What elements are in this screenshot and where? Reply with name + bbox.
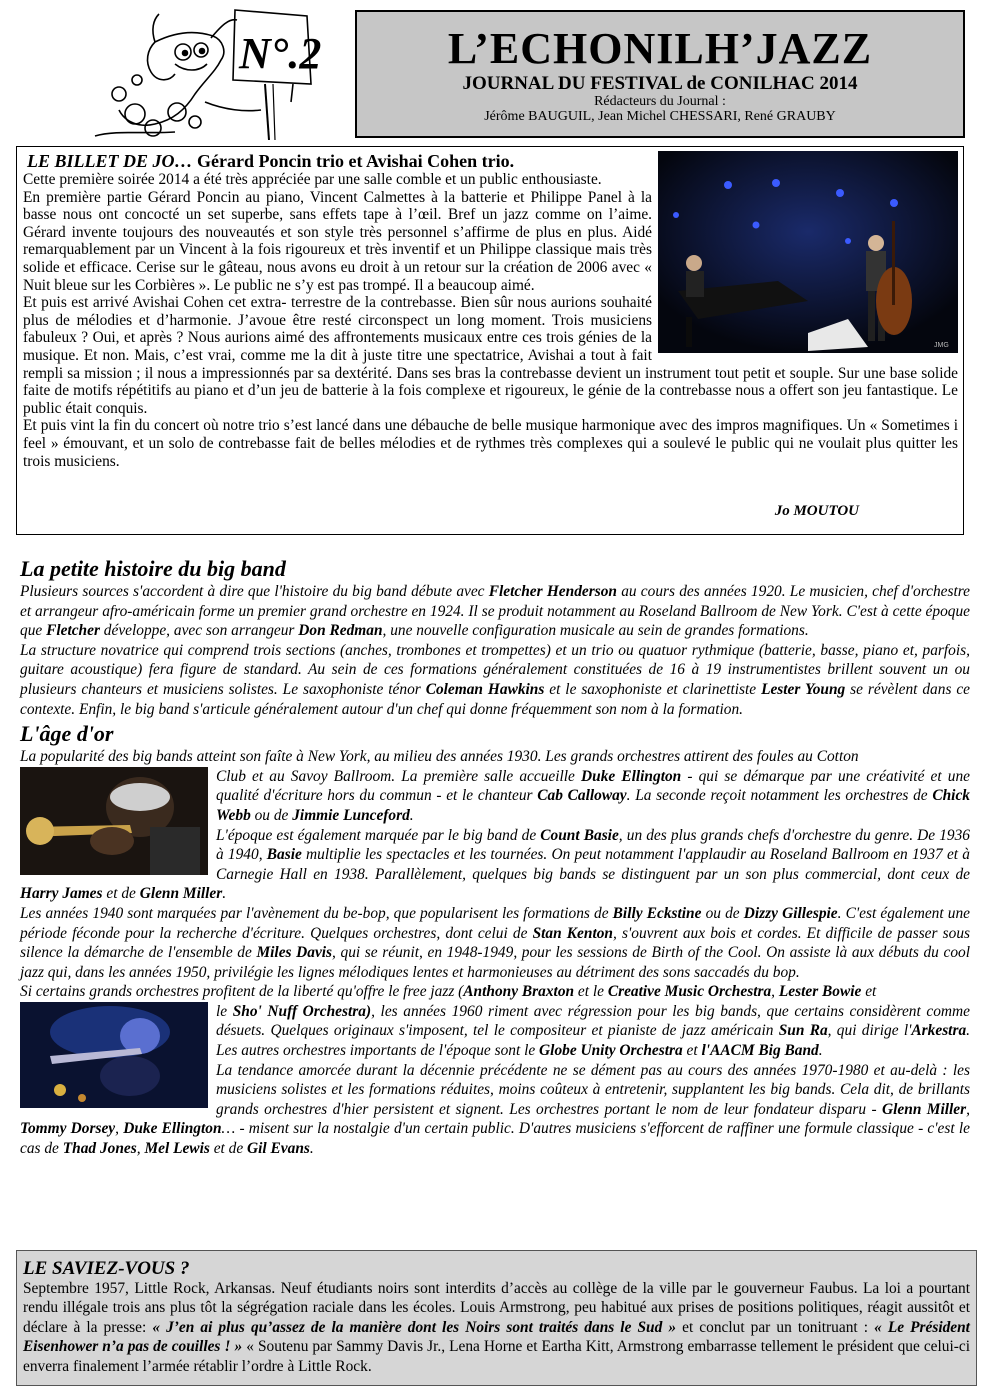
- bigband-paragraph: [20, 982, 970, 1002]
- text-run: .: [222, 885, 227, 903]
- text-run: La tendance amorcée durant la décennie précédente ne se dément pas au cours des années 1970-1980 et au-delà : les musiciens solistes et les formations réduites, moins coûteux à entretenir, supplantent les big bands. Cela dit, de brillants grands orchestres d'hier persistent et signent. Les orchestres portant le nom de leur fondateur disparu -: [216, 1061, 970, 1118]
- text-run: et de: [209, 1140, 248, 1158]
- text-run: La structure novatrice qui comprend trois sections (anches, trombones et trompettes) et un trio ou quatuor rythmique (batterie, basse, piano et, parfois, guitare acoustique) fera figure de standard. Au sein de ces formations généralement constituées de 16 à 19 instrumentistes brillent souvent un ou plusieurs chanteurs et musiciens solistes. Le saxophoniste ténor: [20, 641, 970, 698]
- text-run: et de: [102, 885, 140, 903]
- billet-paragraph-2: En première partie Gérard Poncin au piano, Vincent Calmettes à la batterie et Philippe Panel à la basse nous ont concocté un set superbe, sans effets tape à l’œil. Bref un jazz comme on l’aime. Gérard invente toujours des nouveautés et son style très personnel s’affirme de plus en plus. Aidé remarquablement par un Vincent à la fois rigoureux et très inventif et un Philippe classique mais très solide et efficace. Cerise sur le gâteau, nous avons eu droit à un retour sur la création de 2006 avec « Nuit bleue sur les Corbières ». Le public ne s’y est pas trompé. Il a beaucoup aimé.: [23, 188, 652, 294]
- billet-box: [16, 146, 964, 535]
- text-run: .: [409, 806, 414, 824]
- text-run: le: [216, 1002, 233, 1020]
- text-run: L'époque est également marquée par le big band de: [216, 826, 541, 844]
- emphasis-text: Gil Evans: [247, 1140, 310, 1158]
- emphasis-text: Lester Bowie: [778, 983, 862, 1001]
- emphasis-text: Basie: [266, 846, 302, 864]
- emphasis-text: Stan Kenton: [532, 924, 613, 942]
- emphasis-text: Chick Webb: [216, 787, 970, 824]
- text-run: .: [818, 1042, 823, 1060]
- mascot-illustration: [55, 2, 350, 140]
- text-run: ou de: [701, 904, 744, 922]
- text-run: Plusieurs sources s'accordent à dire que l'histoire du big band débute avec: [20, 583, 489, 600]
- text-run: et conclut par un tonitruant :: [676, 1318, 875, 1336]
- text-run: développe, avec son arrangeur: [99, 622, 299, 640]
- text-run: Club et au Savoy Ballroom. La première salle accueille: [216, 767, 582, 785]
- trumpet-player-photo: [20, 767, 208, 875]
- text-run: , une nouvelle configuration musicale au sein de grandes formations.: [382, 622, 809, 640]
- billet-title: LE BILLET DE JO… Gérard Poncin trio et Avishai Cohen trio.: [27, 151, 515, 171]
- age-dor-heading: L'âge d'or: [20, 721, 114, 747]
- text-run: Les années 1940 sont marquées par l'avènement du be-bop, que popularisent les formations de: [20, 904, 613, 922]
- emphasis-text: Mel Lewis: [144, 1140, 210, 1158]
- emphasis-text: l'AACM Big Band: [701, 1042, 819, 1060]
- emphasis-text: Count Basie: [540, 826, 619, 844]
- emphasis-text: Thad Jones: [62, 1140, 137, 1158]
- emphasis-text: Lester Young: [761, 680, 846, 698]
- text-run: et: [861, 983, 877, 1001]
- billet-signature: Jo MOUTOU: [774, 503, 859, 519]
- text-run: - qui se démarque par une créativité et une qualité d'écriture hors du commun - et le chanteur: [216, 767, 970, 805]
- text-run: et le: [574, 983, 608, 1001]
- text-run: et le saxophoniste et clarinettiste: [544, 680, 762, 698]
- masthead: [355, 10, 965, 138]
- bigband-paragraph: [20, 582, 970, 641]
- saviez-heading: LE SAVIEZ-VOUS ?: [23, 1258, 190, 1279]
- text-run: « Soutenu par Sammy Davis Jr., Lena Horne et Eartha Kitt, Armstrong embarrasse tellement le président que celui-ci enverra finalement l’armée rétablir l’ordre à Little Rock.: [23, 1338, 970, 1375]
- emphasis-text: Jimmie Lunceford: [292, 806, 410, 824]
- emphasis-text: Sho' Nuff Orchestra): [232, 1002, 372, 1020]
- photo-credit: JMG: [934, 342, 949, 349]
- saviez-paragraph: [23, 1279, 970, 1376]
- bigband-paragraph: [20, 641, 970, 719]
- emphasis-text: Dizzy Gillespie: [743, 904, 838, 922]
- emphasis-text: Harry James: [20, 885, 103, 903]
- editors-label: Rédacteurs du Journal :: [594, 94, 726, 109]
- text-run: , qui se réunit, en 1948-1949, pour les sessions de Birth of the Cool. On assiste là aux débuts du cool jazz qui, dans les années 1950, privilégie les lignes mélodiques lentes et harmonieuses au détriment des sons saccadés du bop.: [20, 944, 970, 981]
- billet-article: [23, 151, 958, 470]
- text-run: Si certains grands orchestres profitent de la liberté qu'offre le free jazz (: [20, 983, 464, 1001]
- emphasis-text: Coleman Hawkins: [425, 680, 545, 698]
- emphasis-text: Sun Ra: [778, 1022, 828, 1040]
- text-run: . C'est également une période féconde pour la recherche d'écriture. Quelques orchestres, dont celui de: [20, 904, 971, 942]
- emphasis-text: Duke Ellington: [581, 767, 682, 785]
- issue-number: N°.2: [239, 29, 322, 78]
- text-run: au cours des années 1920. Le musicien, chef d'orchestre et arrangeur afro-américain forme un premier grand orchestre en 1924. Il se produit notamment au Roseland Ballroom de New York. C'est à cette époque que: [20, 583, 971, 640]
- emphasis-text: Don Redman: [298, 622, 383, 640]
- stage-trumpet-photo: [20, 1002, 208, 1108]
- text-run: ,: [966, 1100, 970, 1118]
- text-run: ou de: [250, 806, 293, 824]
- text-run: multiplie les spectacles et les tournées. On peut notamment l'applaudir au Roseland Ballroom en 1937 et à Carnegie Hall en 1938. Parallèlement, quelques big bands se distinguent par un son plus commercial, dont ceux de: [216, 846, 970, 883]
- emphasis-text: Creative Music Orchestra: [607, 983, 772, 1001]
- emphasis-text: Arkestra: [911, 1022, 967, 1040]
- billet-paragraph-3: Et puis est arrivé Avishai Cohen cet extra- terrestre de la contrebasse. Bien sûr nous aurions souhaité plus de mélodies et d’harmonie. J’avoue être resté circonspect un long moment. Trois musiciens fabuleux ? Oui, et après ? Nous aurions aimé des affrontements musicaux entre ces trois génies de la musique. Et non. Mais, c’est vrai, comme me la dit à juste titre une spectatrice, Avishai a tout à fait rempli sa mission ; il nous a impressionnés par sa dextérité. Dans ses bras la contrebasse devient un instrument tout petit et souple. Sur une base solide faite de motifs répétitifs au piano et d’un jeu de batterie à la fois complexe et rigoureux, le génie de la contrebasse nous a offert son jeu fantastique. Le public était conquis.: [23, 294, 958, 417]
- text-run: Septembre 1957, Little Rock, Arkansas. Neuf étudiants noirs sont interdits d’accès au collège de la ville par le gouverneur Faubus. La loi a pourtant rendu illégale trois ans plus tôt la ségrégation raciale dans les écoles. Louis Armstrong, peu habitué aux prises de positions politiques, réagit aussitôt et déclare à la presse:: [23, 1280, 970, 1336]
- bigband-heading: La petite histoire du big band: [20, 556, 286, 581]
- emphasis-text: « J’en ai plus qu’assez de la manière dont les Noirs sont traités dans le Sud »: [152, 1318, 677, 1336]
- text-run: , les années 1960 riment avec régression pour les big bands, que certains considèrent comme désuets. Quelques originaux s'imposent, tel le compositeur et pianiste de jazz américain: [216, 1002, 970, 1040]
- text-run: se révèlent dans ce contexte. Enfin, le big band s'articule généralement autour d'un chef qui donne fréquemment son nom à la formation.: [20, 680, 971, 718]
- editors-names: Jérôme BAUGUIL, Jean Michel CHESSARI, René GRAUBY: [484, 109, 836, 124]
- emphasis-text: Fletcher Henderson: [488, 583, 617, 600]
- emphasis-text: « Le Président Eisenhower n’a pas de couilles ! »: [23, 1318, 970, 1356]
- emphasis-text: Anthony Braxton: [463, 983, 575, 1001]
- text-run: . La seconde reçoit notamment les orchestres de: [626, 787, 933, 805]
- text-run: ,: [115, 1120, 124, 1138]
- text-run: et: [682, 1042, 702, 1060]
- emphasis-text: Glenn Miller: [882, 1100, 967, 1118]
- emphasis-text: Glenn Miller: [139, 885, 223, 903]
- text-run: … - misent sur la nostalgie d'un certain public. D'autres musiciens s'efforcent de raffiner une formule classique - c'est le cas de: [20, 1120, 970, 1158]
- emphasis-text: Cab Calloway: [537, 787, 627, 805]
- emphasis-text: Miles Davis: [256, 944, 333, 962]
- bigband-paragraph: [20, 904, 970, 982]
- text-run: ,: [136, 1140, 145, 1158]
- text-run: , un des plus grands chefs d'orchestre du genre. De 1936 à 1940,: [216, 826, 970, 864]
- journal-subtitle: JOURNAL DU FESTIVAL de CONILHAC 2014: [462, 73, 858, 94]
- emphasis-text: Globe Unity Orchestra: [539, 1042, 683, 1060]
- journal-title: L’ECHONILH’JAZZ: [447, 24, 873, 73]
- text-run: , s'ouvrent aux bois et cordes. Et difficile de passer sous silence la démarche de l'ensemble de: [20, 924, 971, 962]
- bigband-paragraph: La popularité des big bands atteint son faîte à New York, au milieu des années 1930. Les grands orchestres attirent des foules au Cotton: [20, 748, 859, 766]
- bigband-article: [20, 556, 970, 1159]
- billet-paragraph-4: Et puis vint la fin du concert où notre trio s’est lancé dans une débauche de belle musique harmonique avec des impros magnifiques. Un « Sometimes i feel » émouvant, et un solo de contrebasse fait de belles mélodies et de rythmes très complexes qui a soulevé le public qui ne voulait plus quitter les trois musiciens.: [23, 417, 958, 470]
- emphasis-text: Tommy Dorsey: [20, 1120, 116, 1138]
- text-run: , qui dirige l': [827, 1022, 912, 1040]
- billet-paragraph-1: Cette première soirée 2014 a été très appréciée par une salle comble et un public enthousiaste.: [23, 171, 602, 188]
- text-run: . Les autres orchestres importants de l'époque sont le: [216, 1022, 970, 1060]
- saviez-vous-box: [16, 1250, 977, 1386]
- text-run: ,: [771, 983, 779, 1001]
- text-run: .: [309, 1140, 314, 1158]
- emphasis-text: Duke Ellington: [123, 1120, 222, 1138]
- concert-photo: [658, 151, 958, 353]
- emphasis-text: Fletcher: [46, 622, 100, 640]
- emphasis-text: Billy Eckstine: [612, 904, 702, 922]
